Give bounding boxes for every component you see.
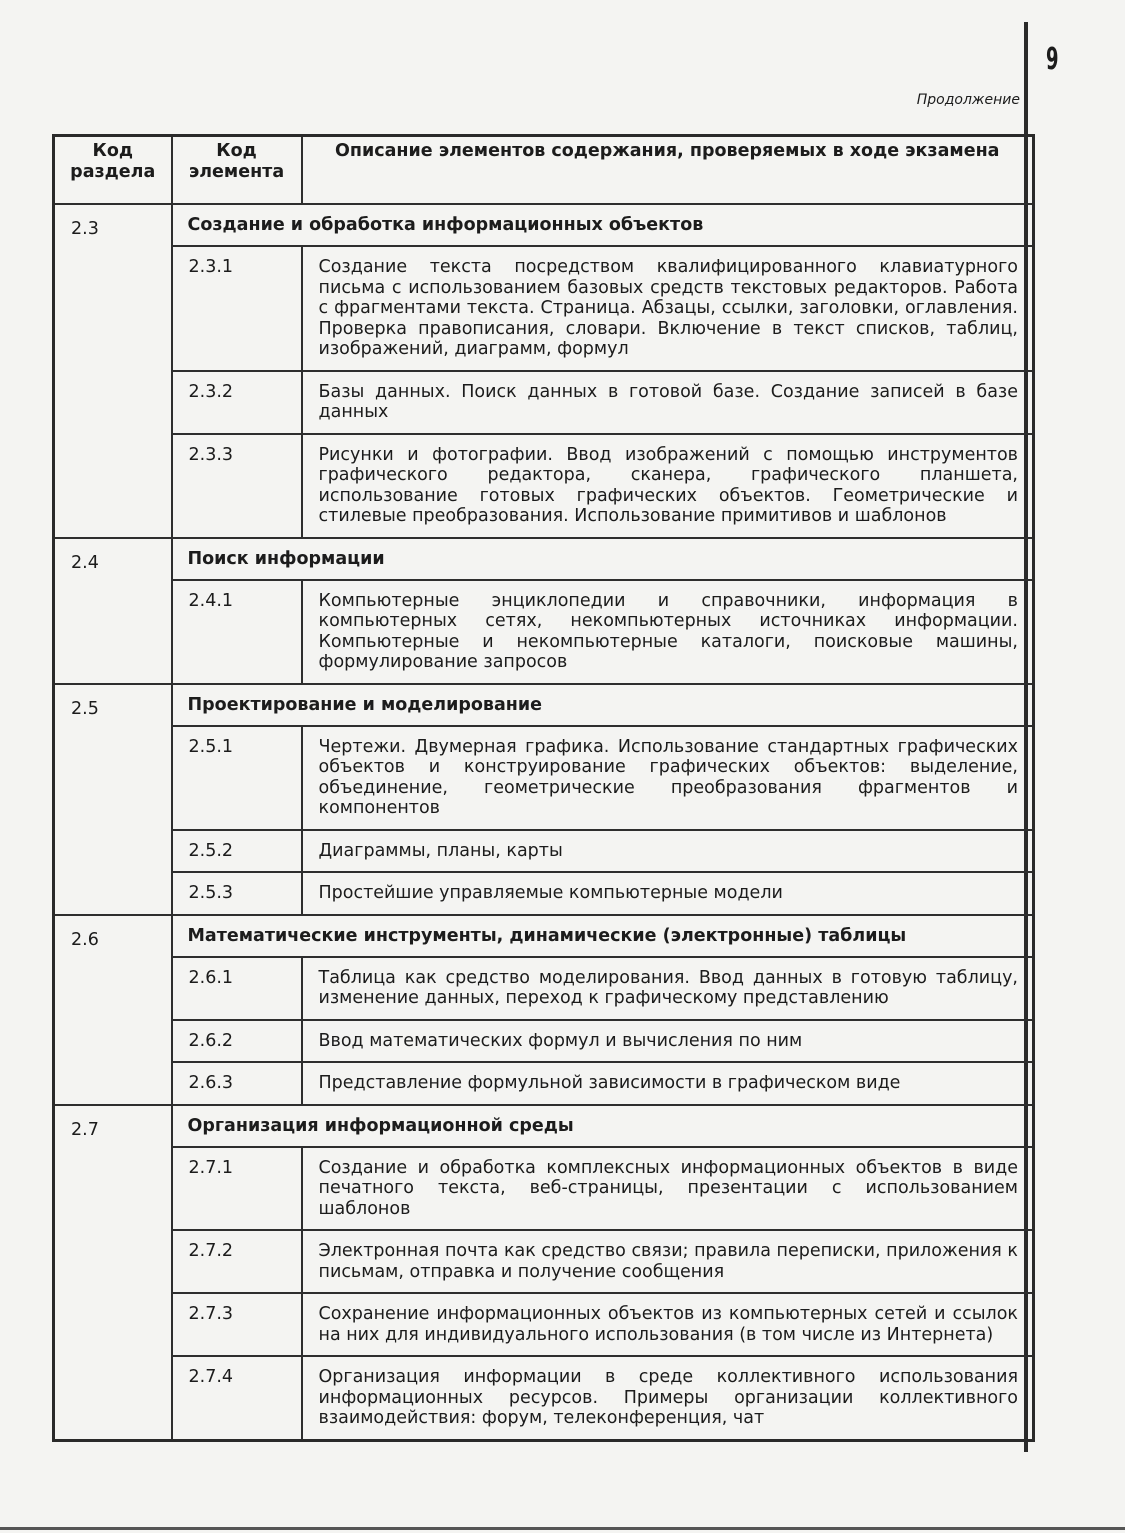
section-code: 2.6 [54,915,172,1105]
element-code: 2.3.2 [172,371,302,434]
section-code: 2.4 [54,538,172,684]
element-code: 2.5.3 [172,872,302,915]
page-number: 9 [1046,42,1059,77]
element-code: 2.5.1 [172,726,302,830]
element-description: Компьютерные энциклопедии и справочники, информация в компьютерных сетях, некомпьютерных источниках информации. Компьютерные и некомпьютерные каталоги, поисковые машины, формулирование запросов [302,580,1034,684]
element-description: Ввод математических формул и вычисления по ним [302,1020,1034,1063]
section-row [54,684,1034,726]
element-code: 2.6.1 [172,957,302,1020]
element-description: Электронная почта как средство связи; правила переписки, приложения к письмам, отправка и получение сообщения [302,1230,1034,1293]
table-row [54,872,1034,915]
element-description: Организация информации в среде коллективного использования информационных ресурсов. Примеры организации коллективного взаимодействия: форум, телеконференция, чат [302,1356,1034,1440]
table-row [54,830,1034,873]
element-description: Рисунки и фотографии. Ввод изображений с помощью инструментов графического редактора, сканера, графического планшета, использование готовых графических объектов. Геометрические и стилевые преобразования. Использование примитивов и шаблонов [302,434,1034,538]
table-row [54,1230,1034,1293]
section-title: Поиск информации [172,538,1034,580]
section-code: 2.5 [54,684,172,915]
table-row [54,580,1034,684]
section-row [54,1105,1034,1147]
element-description: Создание текста посредством квалифицированного клавиатурного письма с использованием базовых средств текстовых редакторов. Работа с фрагментами текста. Страница. Абзацы, ссылки, заголовки, оглавления. Проверка правописания, словари. Включение в текст списков, таблиц, изображений, диаграмм, формул [302,246,1034,371]
header-element-code: Код элемента [172,136,302,205]
element-description: Создание и обработка комплексных информационных объектов в виде печатного текста, веб-страницы, презентации с использованием шаблонов [302,1147,1034,1231]
element-description: Чертежи. Двумерная графика. Использование стандартных графических объектов и конструирование графических объектов: выделение, объединение, геометрические преобразования фрагментов и компонентов [302,726,1034,830]
element-code: 2.3.1 [172,246,302,371]
table-row [54,1020,1034,1063]
table-row [54,1147,1034,1231]
element-code: 2.7.1 [172,1147,302,1231]
table-row [54,1356,1034,1440]
element-code: 2.7.4 [172,1356,302,1440]
section-title: Проектирование и моделирование [172,684,1034,726]
element-description: Представление формульной зависимости в графическом виде [302,1062,1034,1105]
section-row [54,915,1034,957]
continued-label: Продолжение [916,92,1020,108]
table-row [54,957,1034,1020]
table-body [54,204,1034,1440]
table-row [54,246,1034,371]
bottom-rule [0,1527,1125,1530]
header-section-code: Код раздела [54,136,172,205]
element-description: Базы данных. Поиск данных в готовой базе. Создание записей в базе данных [302,371,1034,434]
element-description: Диаграммы, планы, карты [302,830,1034,873]
element-description: Простейшие управляемые компьютерные модели [302,872,1034,915]
section-title: Математические инструменты, динамические (электронные) таблицы [172,915,1034,957]
section-row [54,204,1034,246]
element-code: 2.4.1 [172,580,302,684]
header-description: Описание элементов содержания, проверяемых в ходе экзамена [302,136,1034,205]
element-description: Сохранение информационных объектов из компьютерных сетей и ссылок на них для индивидуального использования (в том числе из Интернета) [302,1293,1034,1356]
element-code: 2.6.2 [172,1020,302,1063]
table-row [54,1293,1034,1356]
element-code: 2.3.3 [172,434,302,538]
section-code: 2.7 [54,1105,172,1441]
table-row [54,371,1034,434]
element-code: 2.5.2 [172,830,302,873]
section-code: 2.3 [54,204,172,538]
table-row [54,1062,1034,1105]
content-table [52,134,1035,1442]
table-header-row [54,136,1034,205]
table-row [54,726,1034,830]
section-row [54,538,1034,580]
section-title: Организация информационной среды [172,1105,1034,1147]
element-code: 2.7.2 [172,1230,302,1293]
element-code: 2.6.3 [172,1062,302,1105]
element-description: Таблица как средство моделирования. Ввод данных в готовую таблицу, изменение данных, переход к графическому представлению [302,957,1034,1020]
table-row [54,434,1034,538]
element-code: 2.7.3 [172,1293,302,1356]
section-title: Создание и обработка информационных объектов [172,204,1034,246]
